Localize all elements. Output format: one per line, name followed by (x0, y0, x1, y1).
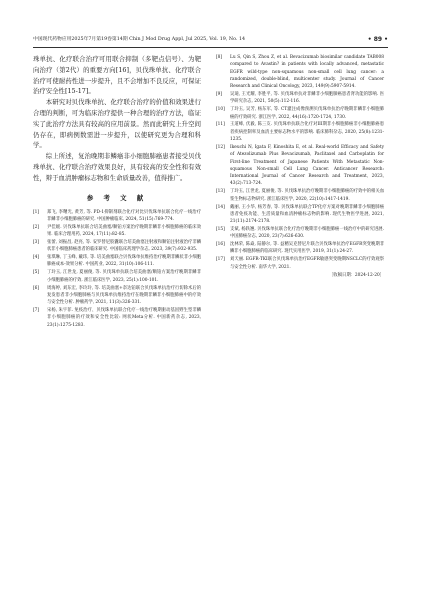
reference-number: [8] (216, 55, 223, 60)
journal-citation: 中国现代药物应用2025年7月第19卷第14期 Chin J Mod Drug Appl, Jul 2025, Vol. 19, No. 14 (33, 37, 246, 42)
reference-text: 张琪琳, 丁玉峰, 戴玮, 等. 培美曲塞联合贝伐珠单抗维持治疗晚期非鳞状非小细胞肺癌成本-效果分析. 中国药业, 2022, 31(10):106-111. (47, 255, 201, 268)
reference-text: 丁玲玉, 江世龙, 夏丽俊, 等. 贝伐珠单抗治疗晚期非小细胞肺癌的疗效中的相关血浆生物标志物研究. 浙江临床医学, 2020, 22(10):1417-1419. (230, 189, 384, 202)
running-header (33, 34, 388, 46)
reference-number: [11] (216, 122, 225, 128)
references-list-right (216, 54, 384, 271)
reference-number: [15] (216, 226, 225, 232)
reference-text: 郑飞, 李曙光, 黄芳, 等. PD-1抑制剂联合化疗对比贝伐珠单抗联合化疗一线治疗非鳞非小细胞肺癌的研究. 中国肿瘤临床, 2024, 51(15):769-774. (47, 209, 201, 222)
reference-number: [4] (33, 255, 40, 261)
left-column (33, 54, 201, 329)
references-list-left (33, 209, 201, 329)
body-paragraph: 本研究对贝伐珠单抗、化疗联合治疗的价值和效果进行合理的判断，可为临床治疗提供一种合理的治疗方法，临证实了此治疗方法具有较高的应用前景。然而此研究上升空间仍存在，即病例数需进一步提升，以使研究更为合理和科学。 (33, 98, 201, 150)
reference-number: [16] (216, 242, 225, 248)
reference-item (33, 224, 201, 239)
reference-item (216, 106, 384, 121)
received-date: ［收稿日期：2024-12-20］ (329, 272, 384, 278)
body-paragraph: 珠单抗、化疗联合治疗可用联合抑制（多靶点信号）、为靶向治疗（第2代）的重要方向[16]，贝伐珠单抗、化疗联合治疗可使耐药性进一步提升，且不会增加不良反应，可保证治疗安全性[15-17]。 (33, 55, 201, 96)
reference-number: [5] (33, 270, 40, 276)
reference-item (33, 254, 201, 269)
reference-text: Ikeuchi N, Igata F, Kinoshita E, et al. Real-world Efficacy and Safety of Atezolizumab Plus Bevacizumab, Paclitaxel and Carboplatin for First-line Treatment of Japanese Patients With Metastatic Non-squamous Non-small Cell Lung Cancer. Anticancer Research: International Journal of Cancer Research and Treatment, 2023, 43(2):713-724. (230, 144, 384, 187)
reference-item (33, 285, 201, 307)
reference-text: 宋杨, 朱宇菲. 免疫治疗、贝伐珠单抗联合化疗一线治疗晚期驱动基因野生型非鳞非小细胞肺癌的疗效和安全性比较: 网状Meta分析. 中国新药杂志, 2023, 23(1):1275-1283. (47, 307, 201, 328)
reference-item (216, 226, 384, 241)
reference-item (216, 256, 384, 271)
header-rule (33, 47, 388, 48)
reference-number: [7] (33, 307, 40, 313)
references-heading: 参 考 文 献 (86, 193, 148, 202)
reference-item (216, 144, 384, 188)
reference-text: 丁玲玉, 吴芳, 杨东军, 等. CT灌注成像预测贝伐珠单抗治疗晚期非鳞非小细胞肺癌的疗效研究. 浙江医学, 2022, 44(16):1720-1724, 1730. (230, 107, 384, 120)
reference-number: [14] (216, 204, 225, 210)
reference-number: [9] (216, 92, 223, 98)
page-number: • 89 • (367, 36, 388, 43)
reference-number: [6] (33, 285, 40, 291)
reference-item (33, 269, 201, 284)
reference-item (216, 204, 384, 226)
right-column (216, 54, 384, 280)
reference-text: 尹佳媛. 贝伐珠单抗联合培美曲塞/顺铂方案治疗晚期非鳞非小细胞肺癌的临床效果. 临床合理用药, 2024, 17(11):82-85. (47, 224, 201, 238)
reference-item (216, 241, 384, 256)
reference-number: [12] (216, 144, 225, 150)
conclusion-paragraph: 综上所述，复治晚期非鳞癌非小细胞肺癌患者接受贝伐珠单抗、化疗联合治疗效果良好，具有较高的安全性和有效性，辩于血清肿瘤标志物和生命质量改善，值得推广。 (33, 152, 201, 182)
reference-text: 周海婷, 刘东宏, 李玲玲, 等. 培美曲塞+奈达铂联合贝伐珠单抗治疗行切除术后的复发患者非小细胞肺癌与贝伐珠单抗维持治疗在晚期非鳞非小细胞肺癌中的疗效与安全性分析. 肿瘤药学, 2021, 11(3):326-331. (47, 285, 201, 306)
reference-text: 丁玲玉, 江世龙, 夏丽俊, 等. 贝伐珠单抗联合培美曲塞/顺铂方案治疗晚期非鳞非小细胞肺癌的疗效. 浙江临床医学, 2023, 25(1):100-101. (47, 270, 201, 283)
reference-text: 沈林荣, 陈焱, 陆静尔, 等. 益精吴克替尼片联合贝伐珠单抗治疗EGFR突变晚期非鳞非小细胞肺癌的临床研究. 现代实用医学, 2019, 31(1):24-27. (230, 242, 384, 255)
reference-item (216, 54, 384, 90)
reference-item (33, 307, 201, 329)
reference-number: [17] (216, 257, 225, 263)
reference-item (216, 121, 384, 143)
reference-item (33, 209, 201, 224)
reference-text: 刘天丽. EGFR-TKI联合贝伐珠单抗治疗EGFR敏感突变晚期NSCLC的疗效观察与安全性分析. 南华大学, 2021. (230, 257, 384, 270)
reference-item (216, 91, 384, 106)
reference-text: 张蕾, 刘振昌, 赵亮, 等. 安罗替尼胶囊联合培美曲塞注射液和顺铂注射液治疗非鳞状非小细胞肺癌患者的临床研究. 中国临床药理学杂志, 2023, 39(7):932-935. (47, 239, 201, 253)
reference-number: [1] (33, 209, 40, 215)
reference-text: 支斌, 杨轶翘. 贝伐珠单抗联合化疗治疗晚期非小细胞肺癌一线治疗中的研究进展. 中国肺癌杂志, 2020, 23(7):626-630. (230, 226, 384, 240)
reference-item (33, 239, 201, 254)
reference-number: [10] (216, 107, 225, 113)
reference-text: Lu S, Qin S, Zhou Z, et al. Bevacizumab biosimilar candidate TAB008 compared to Avastin? in patients with locally advanced, metastatic EGFR wild-type non-squamous non-small cell lung cancer: a randomized, double-blind, multicenter study. Journal of Cancer Research and Clinical Oncology, 2023, 149(9):5907-5914. (230, 55, 384, 90)
reference-number: [3] (33, 239, 40, 245)
reference-text: 吴迪, 王光耀, 李胜平, 等. 贝伐珠单抗对非鳞非小细胞肺癌患者肾功能的影响. 医学研究杂志, 2021, 50(5):112-116. (230, 92, 384, 105)
reference-text: 王道峰, 伏毅, 陈三友. 贝伐珠单抗联合化疗对III期非小细胞肺癌非小细胞肺癌患者疾病控制率及血清主要标志物水平的影响. 临床肺科杂志, 2020, 25(8):1231-1235. (230, 122, 384, 143)
reference-number: [2] (33, 224, 40, 230)
reference-text: 戴丽, 王小华, 杨芳春, 等. 贝伐珠单抗联合TP化疗方案对晚期非鳞非小细胞肺癌患者免疫功能、生活质量和血清肿瘤标志物的影响. 现代生物医学进展, 2021, 21(11):2174-2178. (230, 204, 384, 225)
reference-number: [13] (216, 189, 225, 195)
reference-item (216, 188, 384, 203)
